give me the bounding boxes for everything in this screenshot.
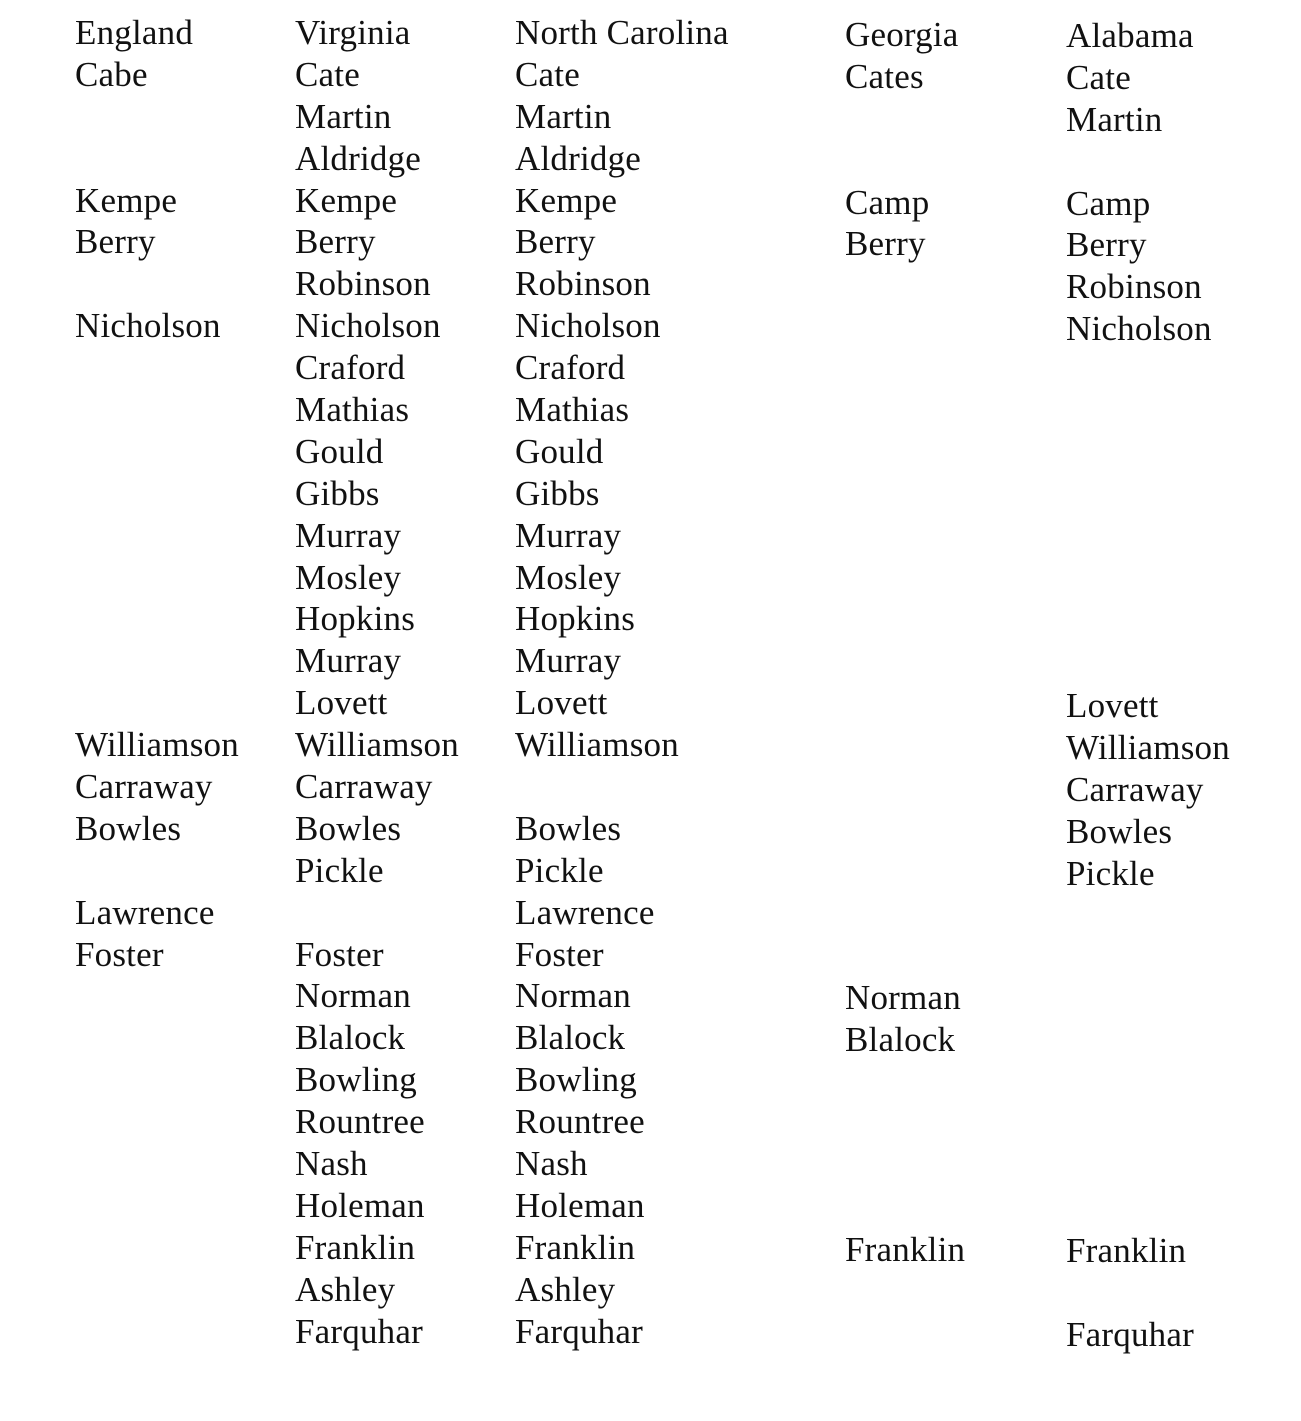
surname-cell: Murray <box>515 515 622 555</box>
surname-cell <box>75 1185 239 1227</box>
surname-cell <box>75 431 239 473</box>
surname-cell: Gould <box>295 431 384 471</box>
surname-cell: Bowles <box>515 808 622 848</box>
surname-cell <box>1066 978 1230 1020</box>
surname-cell: Lovett <box>1066 686 1159 726</box>
surname-cell <box>75 389 239 431</box>
surname-cell <box>845 684 965 726</box>
surname-cell: Camp <box>845 182 930 222</box>
surname-cell <box>845 1103 965 1145</box>
surname-cell <box>75 598 239 640</box>
surname-cell: Franklin <box>515 1227 636 1267</box>
surname-cell <box>1066 895 1230 937</box>
surname-cell <box>75 263 239 305</box>
surname-cell <box>845 307 965 349</box>
surname-cell: Lovett <box>515 683 608 723</box>
surname-cell: Gibbs <box>515 473 600 513</box>
surname-cell: Mathias <box>515 390 630 430</box>
surname-cell: Farquhar <box>1066 1314 1194 1354</box>
surname-cell: Rountree <box>295 1102 425 1142</box>
column-header: North Carolina <box>515 13 729 52</box>
surname-cell <box>1066 350 1230 392</box>
surname-cell: Berry <box>1066 225 1147 265</box>
surname-cell: Cate <box>295 54 360 94</box>
column-alabama <box>1066 15 1230 1356</box>
surname-cell <box>1066 518 1230 560</box>
surname-cell: Foster <box>75 934 164 974</box>
surname-cell: Hopkins <box>295 599 416 639</box>
surname-cell: Gibbs <box>295 473 380 513</box>
surname-cell <box>1066 1272 1230 1314</box>
surname-cell: Robinson <box>515 264 651 304</box>
surname-cell <box>75 515 239 557</box>
surname-cell: Mosley <box>295 557 402 597</box>
surname-cell: Mathias <box>295 390 410 430</box>
surname-cell <box>1066 434 1230 476</box>
surname-cell: Nash <box>295 1144 368 1184</box>
surname-cell: Bowles <box>75 808 182 848</box>
surname-cell: Gould <box>515 431 604 471</box>
surname-cell: Lawrence <box>75 892 215 932</box>
surname-cell: Berry <box>75 222 156 262</box>
surname-cell <box>75 850 239 892</box>
surname-cell: Berry <box>515 222 596 262</box>
surname-cell <box>1066 601 1230 643</box>
surname-cell: Franklin <box>1066 1230 1187 1270</box>
surname-cell <box>75 1227 239 1269</box>
surname-cell: Cate <box>1066 57 1131 97</box>
surname-cell: Murray <box>515 641 622 681</box>
surname-cell <box>75 1269 239 1311</box>
surname-cell <box>75 557 239 599</box>
column-header: Georgia <box>845 15 959 54</box>
surname-cell <box>845 1061 965 1103</box>
surname-cell <box>845 642 965 684</box>
surname-cell <box>845 768 965 810</box>
surname-cell <box>1066 1062 1230 1104</box>
surname-cell <box>845 433 965 475</box>
surname-cell: Norman <box>845 978 961 1018</box>
surname-cell: Williamson <box>75 725 239 765</box>
surname-cell: Bowles <box>1066 811 1173 851</box>
surname-cell: Ashley <box>295 1269 396 1309</box>
surname-cell: Aldridge <box>515 138 642 178</box>
surname-cell <box>845 475 965 517</box>
surname-cell: Pickle <box>515 850 604 890</box>
surname-cell: Nicholson <box>515 306 661 346</box>
surname-cell <box>1066 141 1230 183</box>
surname-cell <box>845 517 965 559</box>
surname-cell <box>845 349 965 391</box>
surname-cell: Blalock <box>295 1018 406 1058</box>
column-virginia <box>295 12 459 1353</box>
surname-cell <box>845 98 965 140</box>
surname-cell <box>75 1017 239 1059</box>
surname-cell: Hopkins <box>515 599 636 639</box>
surname-cell <box>845 265 965 307</box>
surname-cell: Cate <box>515 54 580 94</box>
surname-cell: Murray <box>295 515 402 555</box>
surname-cell <box>845 894 965 936</box>
surname-cell: Nash <box>515 1144 588 1184</box>
surname-cell: Farquhar <box>515 1311 643 1351</box>
surname-cell <box>75 1143 239 1185</box>
surname-cell: Craford <box>295 348 406 388</box>
surname-cell <box>1066 937 1230 979</box>
surname-cell: Pickle <box>295 850 384 890</box>
surname-cell: Blalock <box>515 1018 626 1058</box>
surname-cell: Kempe <box>75 180 178 220</box>
surname-cell: Carraway <box>75 767 213 807</box>
surname-cell: Carraway <box>295 767 433 807</box>
surname-cell <box>295 892 459 934</box>
surname-cell <box>1066 476 1230 518</box>
surname-cell: Murray <box>295 641 402 681</box>
surname-cell: Camp <box>1066 183 1151 223</box>
surname-cell <box>845 726 965 768</box>
surname-cell: Carraway <box>1066 770 1204 810</box>
surname-cell: Farquhar <box>295 1311 423 1351</box>
column-georgia <box>845 14 965 1355</box>
surname-cell <box>75 347 239 389</box>
surname-cell: Rountree <box>515 1102 645 1142</box>
surname-cell: Robinson <box>295 264 431 304</box>
surname-cell: Berry <box>845 224 926 264</box>
surname-cell: Blalock <box>845 1020 956 1060</box>
surname-cell: Cabe <box>75 54 148 94</box>
surname-cell <box>845 936 965 978</box>
surname-cell: Foster <box>515 934 604 974</box>
surname-cell <box>75 1311 239 1353</box>
column-header: England <box>75 13 194 52</box>
column-header: Alabama <box>1066 16 1194 55</box>
surname-cell: Foster <box>295 934 384 974</box>
surname-cell: Bowling <box>295 1060 417 1100</box>
column-north-carolina <box>515 12 729 1353</box>
surname-cell <box>1066 1188 1230 1230</box>
surname-cell <box>75 473 239 515</box>
surname-cell: Norman <box>515 976 631 1016</box>
surname-cell <box>845 140 965 182</box>
surname-cell <box>1066 1104 1230 1146</box>
surname-cell <box>515 766 729 808</box>
surname-cell: Franklin <box>295 1227 416 1267</box>
surname-cell <box>845 391 965 433</box>
surname-cell: Bowles <box>295 808 402 848</box>
surname-cell: Cates <box>845 56 924 96</box>
surname-cell <box>1066 1146 1230 1188</box>
surname-cell: Holeman <box>295 1185 425 1225</box>
surname-cell <box>1066 560 1230 602</box>
surname-cell <box>75 1101 239 1143</box>
surname-cell: Robinson <box>1066 267 1202 307</box>
surname-cell: Craford <box>515 348 626 388</box>
surname-cell <box>75 138 239 180</box>
surname-cell: Holeman <box>515 1185 645 1225</box>
surname-cell: Aldridge <box>295 138 422 178</box>
surname-cell <box>75 975 239 1017</box>
surname-cell: Martin <box>295 96 392 136</box>
surname-cell <box>845 852 965 894</box>
column-england <box>75 12 239 1353</box>
surname-cell <box>845 1313 965 1355</box>
surname-cell: Pickle <box>1066 853 1155 893</box>
surname-cell: Martin <box>515 96 612 136</box>
surname-cell <box>75 640 239 682</box>
surname-cell: Berry <box>295 222 376 262</box>
surname-cell: Nicholson <box>75 306 221 346</box>
surname-cell: Williamson <box>515 725 679 765</box>
surname-cell <box>1066 392 1230 434</box>
column-header: Virginia <box>295 13 411 52</box>
surname-cell: Lovett <box>295 683 388 723</box>
surname-cell <box>1066 643 1230 685</box>
surname-cell: Lawrence <box>515 892 655 932</box>
surname-cell: Williamson <box>1066 728 1230 768</box>
surname-cell: Kempe <box>295 180 398 220</box>
surname-cell <box>1066 1020 1230 1062</box>
surname-cell: Martin <box>1066 99 1163 139</box>
surname-cell: Williamson <box>295 725 459 765</box>
surname-cell <box>845 1145 965 1187</box>
surname-cell <box>845 600 965 642</box>
surname-cell: Nicholson <box>1066 309 1212 349</box>
surname-cell <box>75 682 239 724</box>
surname-cell: Bowling <box>515 1060 637 1100</box>
surname-cell: Franklin <box>845 1229 966 1269</box>
surname-cell <box>75 96 239 138</box>
surname-cell <box>845 559 965 601</box>
surname-cell <box>75 1059 239 1101</box>
surname-cell: Nicholson <box>295 306 441 346</box>
surname-cell: Ashley <box>515 1269 616 1309</box>
surname-cell: Norman <box>295 976 411 1016</box>
surname-cell: Mosley <box>515 557 622 597</box>
surname-cell <box>845 1271 965 1313</box>
surname-cell: Kempe <box>515 180 618 220</box>
surname-cell <box>845 810 965 852</box>
surname-cell <box>845 1187 965 1229</box>
